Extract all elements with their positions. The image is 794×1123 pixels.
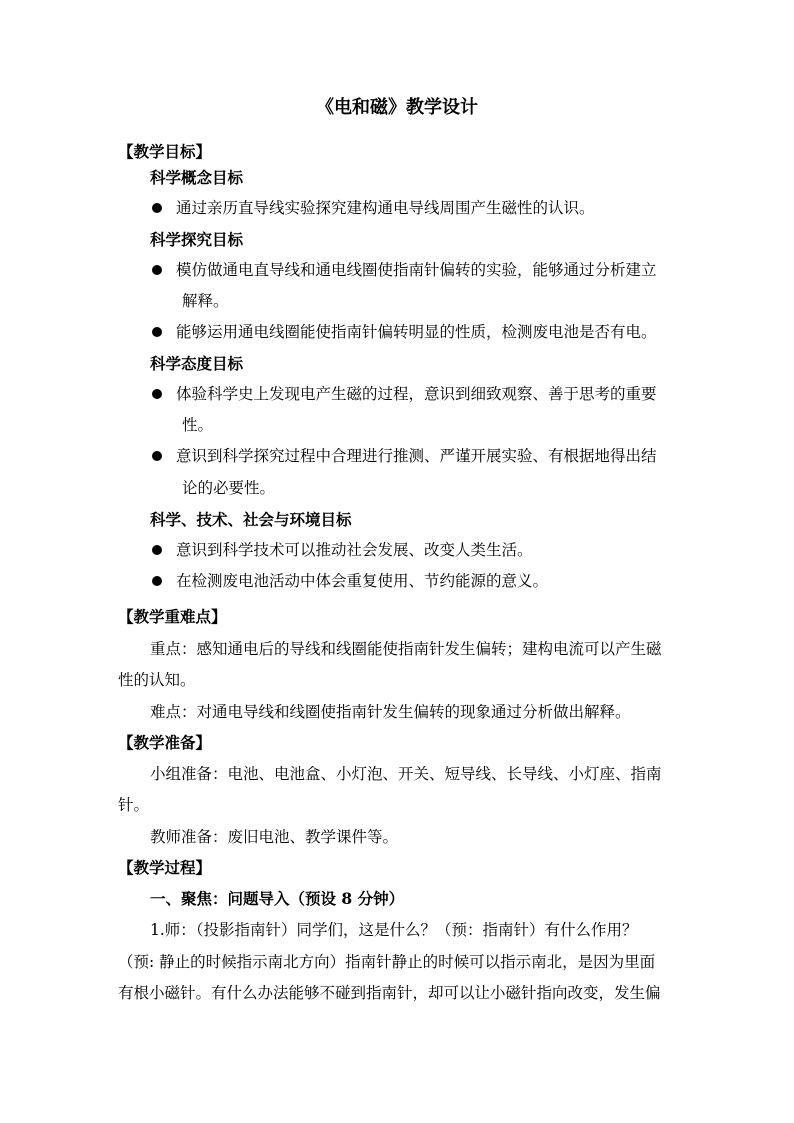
process-paragraph-line-1: 1.师：（投影指南针）同学们，这是什么？（预：指南针）有什么作用？ <box>150 921 638 939</box>
bullet-icon <box>152 327 162 337</box>
bullet-icon <box>152 265 162 275</box>
process-paragraph-line-2: （预: 静止的时候指示南北方向）指南针静止的时候可以指示南北，是因为里面 <box>118 953 656 971</box>
sts-goal-heading: 科学、技术、社会与环境目标 <box>150 510 352 529</box>
objectives-heading: 【教学目标】 <box>118 142 212 161</box>
group-preparation-text: 小组准备：电池、电池盒、小灯泡、开关、短导线、长导线、小灯座、指南 <box>150 765 662 783</box>
concept-goal-heading: 科学概念目标 <box>150 168 244 187</box>
process-section-1-heading: 一、聚焦：问题导入（预设 8 分钟） <box>150 889 405 908</box>
inquiry-goal-item-1-cont: 解释。 <box>182 292 229 310</box>
bullet-icon <box>152 389 162 399</box>
concept-goal-item: 通过亲历直导线实验探究建构通电导线周围产生磁性的认识。 <box>176 199 595 217</box>
bullet-icon <box>152 545 162 555</box>
inquiry-goal-heading: 科学探究目标 <box>150 230 244 249</box>
bullet-icon <box>152 451 162 461</box>
sts-goal-item-1: 意识到科学技术可以推动社会发展、改变人类生活。 <box>176 541 533 559</box>
key-point-text: 重点：感知通电后的导线和线圈能使指南针发生偏转；建构电流可以产生磁 <box>150 640 662 658</box>
keypoints-heading: 【教学重难点】 <box>118 607 227 626</box>
document-title: 《电和磁》教学设计 <box>316 97 478 118</box>
group-preparation-text-cont: 针。 <box>118 796 150 814</box>
attitude-goal-heading: 科学态度目标 <box>150 354 244 373</box>
bullet-icon <box>152 203 162 213</box>
inquiry-goal-item-2: 能够运用通电线圈能使指南针偏转明显的性质，检测废电池是否有电。 <box>176 323 657 341</box>
bullet-icon <box>152 576 162 586</box>
difficult-point-text: 难点：对通电导线和线圈使指南针发生偏转的现象通过分析做出解释。 <box>150 703 631 721</box>
attitude-goal-item-2-cont: 论的必要性。 <box>182 479 276 497</box>
teacher-preparation-text: 教师准备：废旧电池、教学课件等。 <box>150 828 399 846</box>
key-point-text-cont: 性的认知。 <box>118 671 196 689</box>
preparation-heading: 【教学准备】 <box>118 733 212 752</box>
process-paragraph-line-3: 有根小磁针。有什么办法能够不碰到指南针，却可以让小磁针指向改变，发生偏 <box>118 984 661 1002</box>
sts-goal-item-2: 在检测废电池活动中体会重复使用、节约能源的意义。 <box>176 572 549 590</box>
attitude-goal-item-2: 意识到科学探究过程中合理进行推测、严谨开展实验、有根据地得出结 <box>176 447 657 465</box>
attitude-goal-item-1-cont: 性。 <box>182 416 214 434</box>
attitude-goal-item-1: 体验科学史上发现电产生磁的过程，意识到细致观察、善于思考的重要 <box>176 385 657 403</box>
process-heading: 【教学过程】 <box>118 858 212 877</box>
inquiry-goal-item-1: 模仿做通电直导线和通电线圈使指南针偏转的实验，能够通过分析建立 <box>176 261 657 279</box>
